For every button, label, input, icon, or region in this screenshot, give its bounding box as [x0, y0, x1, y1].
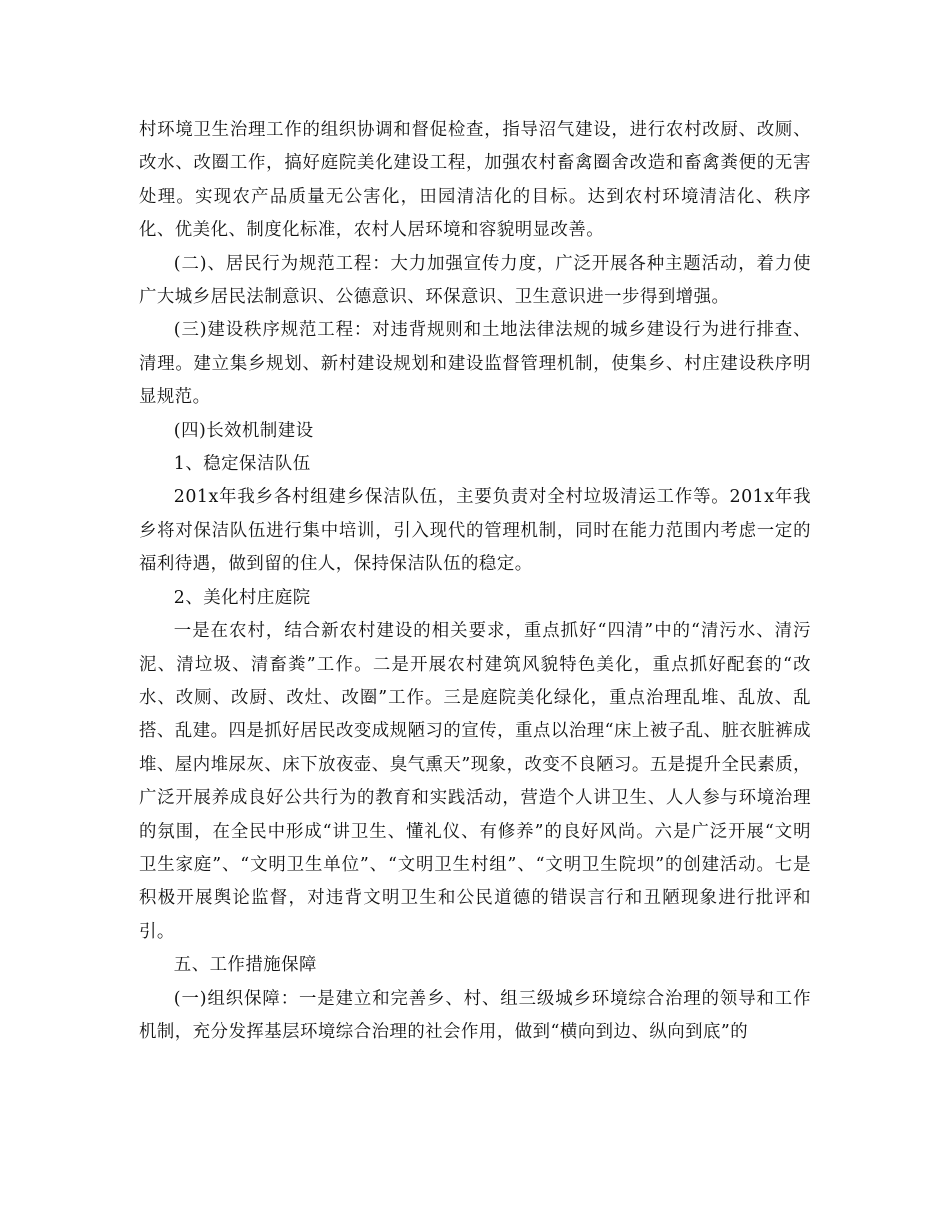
paragraph: (三)建设秩序规范工程：对违背规则和土地法律法规的城乡建设行为进行排查、清理。建立集乡规划、新村建设规划和建设监督管理机制，使集乡、村庄建设秩序明显规范。 [139, 320, 811, 408]
paragraph: 村环境卫生治理工作的组织协调和督促检查，指导沼气建设，进行农村改厨、改厕、改水、改圈工作，搞好庭院美化建设工程，加强农村畜禽圈舍改造和畜禽粪便的无害处理。实现农产品质量无公害化，田园清洁化的目标。达到农村环境清洁化、秩序化、优美化、制度化标准，农村人居环境和容貌明显改善。 [139, 120, 811, 241]
paragraph: 一是在农村，结合新农村建设的相关要求，重点抓好“四清”中的“清污水、清污泥、清垃圾、清畜粪”工作。二是开展农村建筑风貌特色美化，重点抓好配套的“改水、改厕、改厨、改灶、改圈”工作。三是庭院美化绿化，重点治理乱堆、乱放、乱搭、乱建。四是抓好居民改变成规陋习的宣传，重点以治理“床上被子乱、脏衣脏裤成堆、屋内堆尿灰、床下放夜壶、臭气熏天”现象，改变不良陋习。五是提升全民素质，广泛开展养成良好公共行为的教育和实践活动，营造个人讲卫生、人人参与环境治理的氛围，在全民中形成“讲卫生、懂礼仪、有修养”的良好风尚。六是广泛开展“文明卫生家庭”、“文明卫生单位”、“文明卫生村组”、“文明卫生院坝”的创建活动。七是积极开展舆论监督，对违背文明卫生和公民道德的错误言行和丑陋现象进行批评和引。 [139, 621, 811, 942]
paragraph: 201x年我乡各村组建乡保洁队伍，主要负责对全村垃圾清运工作等。201x年我乡将对保洁队伍进行集中培训，引入现代的管理机制，同时在能力范围内考虑一定的福利待遇，做到留的住人，保持保洁队伍的稳定。 [139, 487, 811, 575]
section-heading: (四)长效机制建设 [173, 420, 314, 441]
subsection-heading: 2、美化村庄庭院 [173, 587, 311, 608]
subsection-heading: 1、稳定保洁队伍 [173, 454, 311, 475]
section-heading: 五、工作措施保障 [173, 955, 317, 976]
paragraph: (一)组织保障：一是建立和完善乡、村、组三级城乡环境综合治理的领导和工作机制，充分发挥基层环境综合治理的社会作用，做到“横向到边、纵向到底”的 [139, 988, 811, 1042]
paragraph: (二)、居民行为规范工程：大力加强宣传力度，广泛开展各种主题活动，着力使广大城乡居民法制意识、公德意识、环保意识、卫生意识进一步得到增强。 [139, 253, 811, 308]
document-body [139, 114, 811, 1049]
